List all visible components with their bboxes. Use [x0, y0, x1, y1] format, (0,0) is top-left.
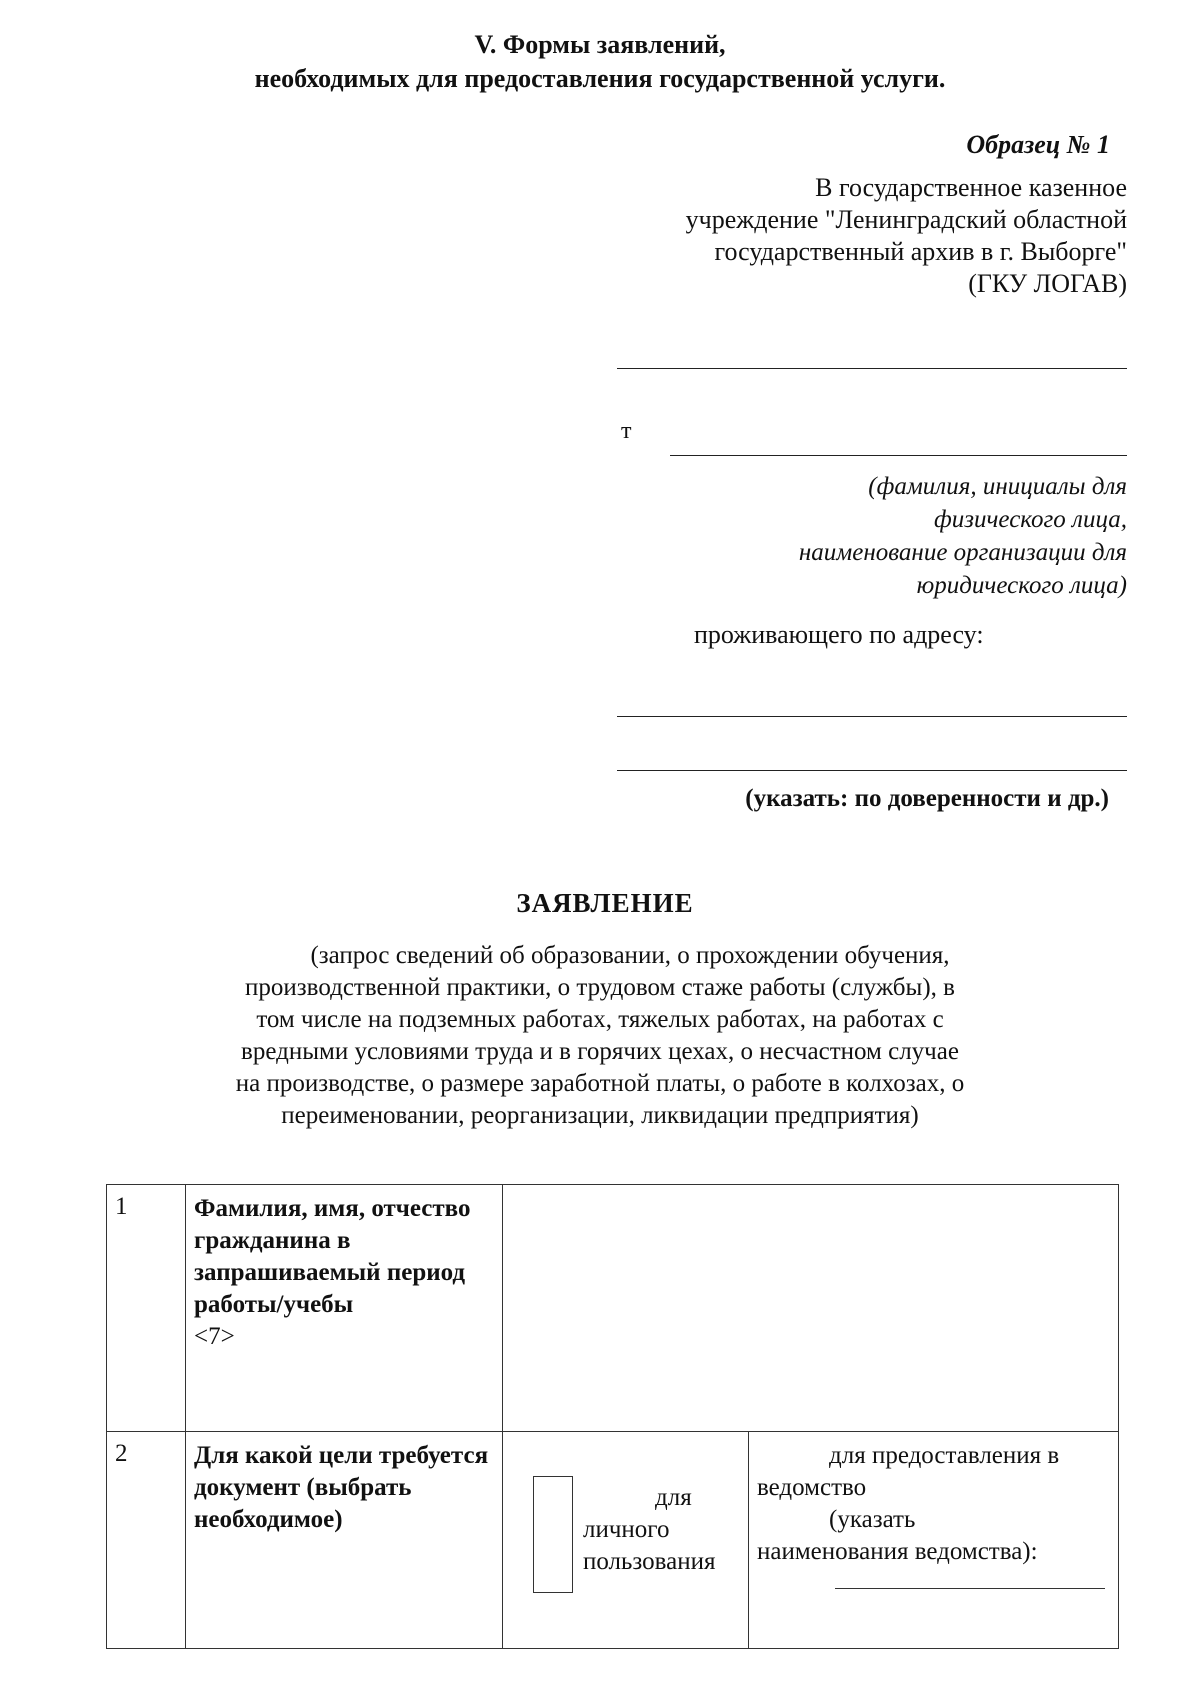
addressee-line-4: (ГКУ ЛОГАВ) [968, 269, 1127, 298]
question-text: Фамилия, имя, отчество гражданина в запрашиваемый период работы/учебы [194, 1195, 471, 1318]
personal-use-option [503, 1432, 748, 1632]
address-line-1[interactable] [617, 716, 1127, 717]
department-name-line[interactable] [835, 1588, 1105, 1589]
address-line-2[interactable] [617, 770, 1127, 771]
personal-use-line-1: для [655, 1484, 692, 1511]
applicant-hint [700, 470, 1127, 602]
statement-desc-line-6: переименовании, реорганизации, ликвидации предприятия) [281, 1102, 919, 1129]
department-line-2: ведомство [757, 1474, 867, 1501]
answer-cell-name[interactable] [503, 1185, 1119, 1432]
footnote-ref: <7> [194, 1323, 235, 1350]
addressee-line-1: В государственное казенное [815, 173, 1127, 202]
department-cell [749, 1432, 1119, 1649]
form-table [106, 1184, 1119, 1649]
statement-title: ЗАЯВЛЕНИЕ [516, 888, 694, 918]
addressee-block [560, 172, 1127, 300]
applicant-hint-line-1: (фамилия, инициалы для [868, 473, 1127, 500]
section-title [0, 28, 1200, 96]
applicant-name-line[interactable] [670, 455, 1127, 456]
indicate-note: (указать: по доверенности и др.) [745, 785, 1109, 812]
statement-desc-line-1: (запрос сведений об образовании, о прохождении обучения, [310, 942, 950, 969]
personal-use-cell [503, 1432, 749, 1649]
table-row [107, 1185, 1119, 1432]
row-number: 2 [107, 1432, 186, 1649]
row-number: 1 [107, 1185, 186, 1432]
statement-description [150, 940, 1050, 1132]
personal-use-checkbox[interactable] [533, 1476, 573, 1593]
addressee-line-2: учреждение "Ленинградский областной [685, 205, 1127, 234]
personal-use-line-2: личного [583, 1516, 670, 1543]
applicant-hint-line-4: юридического лица) [916, 572, 1127, 599]
from-label: т [621, 418, 632, 444]
question-cell [186, 1185, 503, 1432]
address-label: проживающего по адресу: [694, 620, 984, 649]
sample-label: Образец № 1 [966, 130, 1110, 159]
personal-use-line-3: пользования [583, 1548, 716, 1575]
statement-desc-line-3: том числе на подземных работах, тяжелых работах, на работах с [256, 1006, 944, 1033]
statement-desc-line-4: вредными условиями труда и в горячих цехах, о несчастном случае [241, 1038, 959, 1065]
table-row [107, 1432, 1119, 1649]
section-title-line-1: V. Формы заявлений, [474, 30, 726, 59]
applicant-hint-line-3: наименование организации для [798, 539, 1127, 566]
statement-desc-line-5: на производстве, о размере заработной платы, о работе в колхозах, о [235, 1070, 965, 1097]
department-line-1: для предоставления в [829, 1442, 1060, 1469]
department-line-4: наименования ведомства): [757, 1538, 1038, 1565]
applicant-hint-line-2: физического лица, [934, 506, 1127, 533]
addressee-line-3: государственный архив в г. Выборге" [714, 237, 1127, 266]
question-text: Для какой цели требуется документ (выбрать необходимое) [194, 1442, 489, 1533]
fill-line-1[interactable] [617, 368, 1127, 369]
statement-desc-line-2: производственной практики, о трудовом стаже работы (службы), в [245, 974, 955, 1001]
department-label [757, 1440, 1110, 1568]
personal-use-label [583, 1482, 753, 1578]
department-line-3: (указать [829, 1506, 916, 1533]
section-title-line-2: необходимых для предоставления государственной услуги. [254, 64, 946, 93]
question-cell [186, 1432, 503, 1649]
